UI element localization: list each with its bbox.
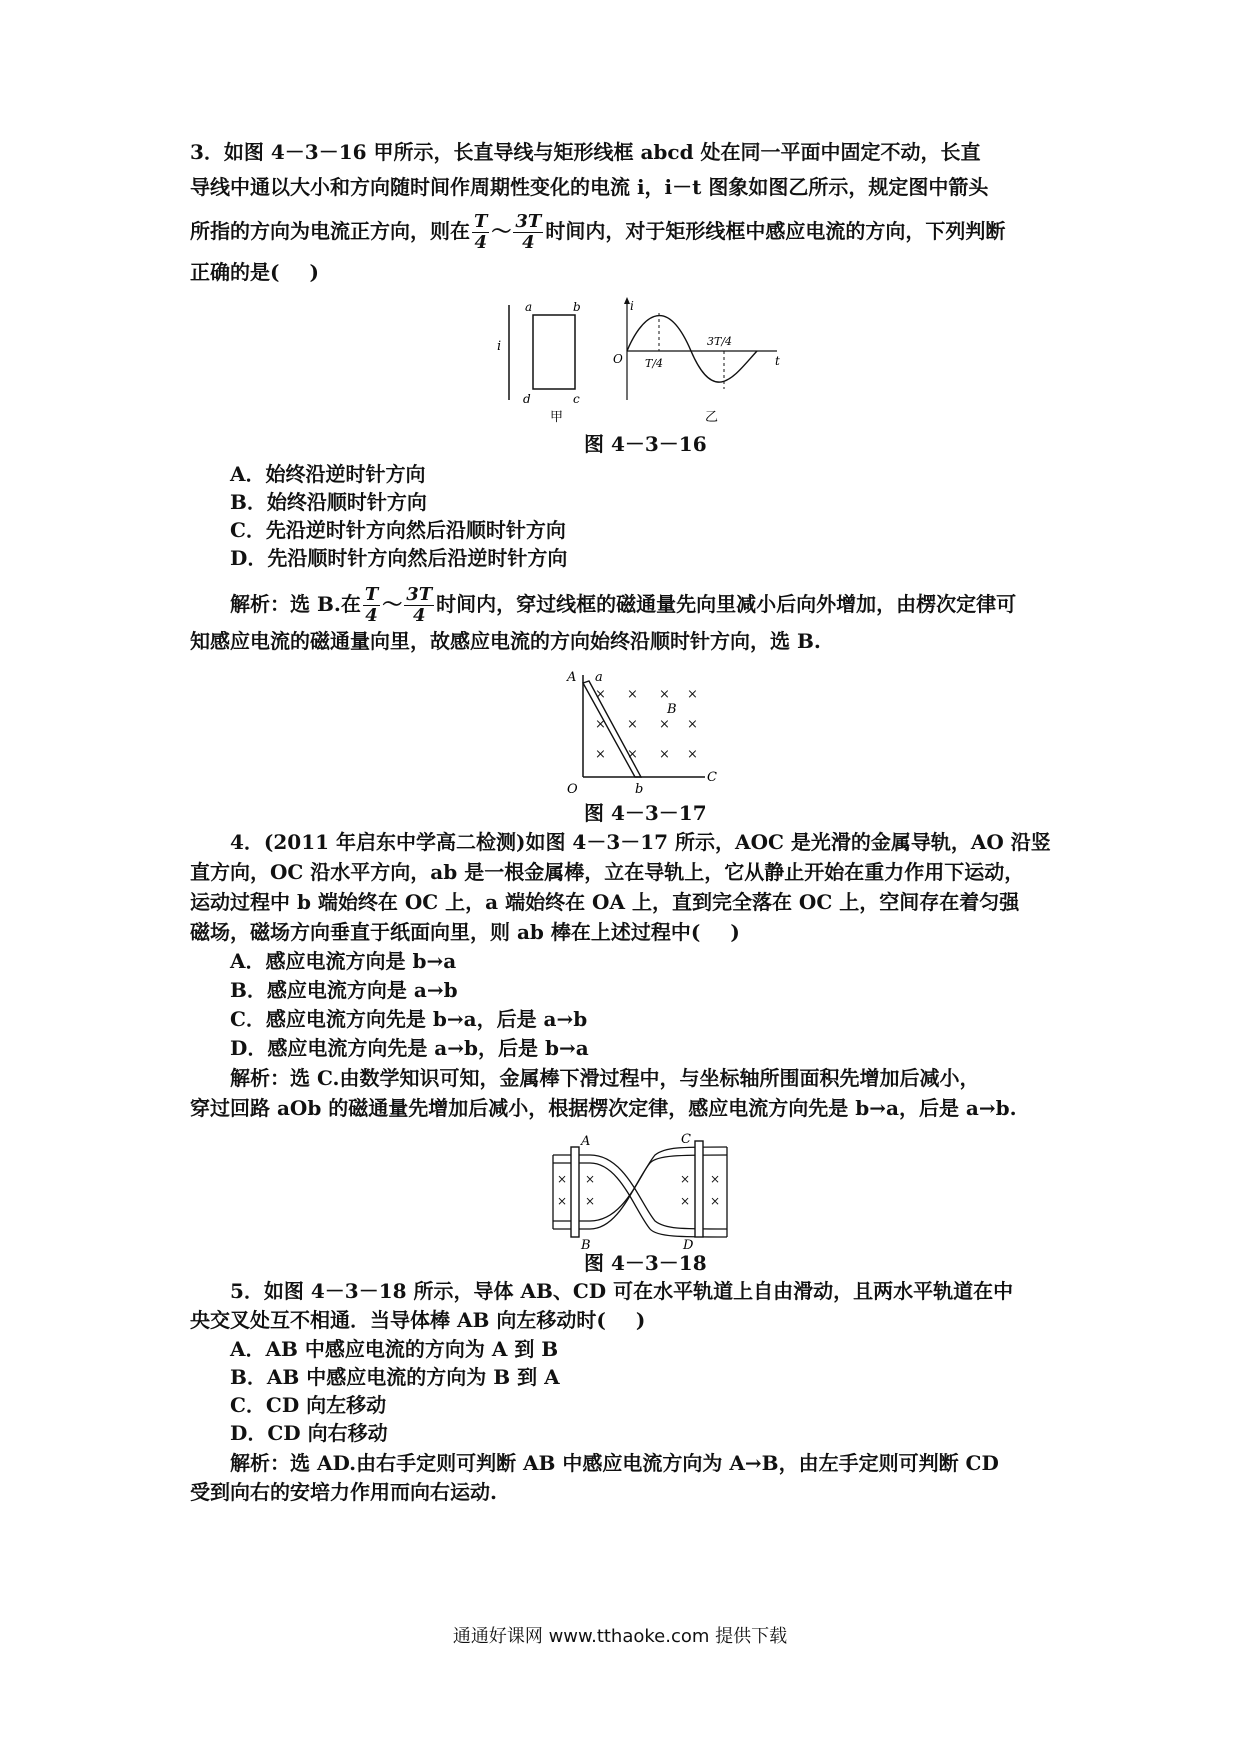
wire-current-label: i <box>497 339 502 354</box>
field-x: × <box>585 1194 596 1208</box>
frac-den: 4 <box>474 232 487 253</box>
q4-analysis-1: 解析：选 C.由数学知识可知，金属棒下滑过程中，与坐标轴所围面积先增加后减小， <box>230 1066 980 1090</box>
page-footer: 通通好课网 www.tthaoke.com 提供下载 <box>452 1626 788 1647</box>
q3-option-d: D．先沿顺时针方向然后沿逆时针方向 <box>230 546 568 570</box>
figure-4-3-18 <box>545 1132 735 1253</box>
q4-option-b: B．感应电流方向是 a→b <box>230 978 458 1002</box>
field-x: × <box>595 687 606 702</box>
field-x: × <box>687 687 698 702</box>
q4-line-2: 直方向，OC 沿水平方向，ab 是一根金属棒，立在导轨上，它从静止开始在重力作用下运动， <box>190 860 1025 884</box>
q5-line-2-pre: 央交叉处互不相通．当导体棒 AB 向左移动时( <box>190 1308 606 1332</box>
q4-option-d: D．感应电流方向先是 a→b，后是 b→a <box>230 1036 589 1060</box>
q3-line-3-pre: 所指的方向为电流正方向，则在 <box>190 219 470 243</box>
label-A: A <box>581 1134 591 1149</box>
field-x: × <box>659 747 670 762</box>
field-x: × <box>680 1194 691 1208</box>
figure-label-yi: 乙 <box>705 410 719 425</box>
rod-CD <box>695 1141 703 1237</box>
label-C: C <box>707 770 717 785</box>
field-x: × <box>627 687 638 702</box>
tilde: ～ <box>491 219 512 243</box>
q5-line-2-post: ) <box>635 1308 646 1332</box>
frac-den: 4 <box>365 605 378 626</box>
frac-num: T <box>364 584 379 605</box>
q3-line-4-pre: 正确的是( <box>190 260 280 284</box>
t4-label: T/4 <box>645 357 664 370</box>
q3-option-a: A．始终沿逆时针方向 <box>230 462 426 486</box>
q3-option-c: C．先沿逆时针方向然后沿顺时针方向 <box>230 518 566 542</box>
label-d: d <box>523 392 531 406</box>
label-A: A <box>567 670 577 685</box>
q3-analysis-2: 知感应电流的磁通量向里，故感应电流的方向始终沿顺时针方向，选 B. <box>190 629 821 653</box>
q3-line-1: 3．如图 4－3－16 甲所示，长直导线与矩形线框 abcd 处在同一平面中固定不动，长直 <box>190 140 981 164</box>
q5-option-c: C．CD 向左移动 <box>230 1393 387 1417</box>
field-x: × <box>659 687 670 702</box>
q3-analysis-1 <box>230 585 1016 626</box>
figure-4-3-16 <box>495 295 795 425</box>
field-x: × <box>687 717 698 732</box>
q3-option-b: B．始终沿顺时针方向 <box>230 490 427 514</box>
i-axis-label: i <box>630 299 634 313</box>
q4-analysis-2: 穿过回路 aOb 的磁通量先增加后减小，根据楞次定律，感应电流方向先是 b→a，后是 a→b. <box>190 1096 1017 1120</box>
q5-analysis-1: 解析：选 AD.由右手定则可判断 AB 中感应电流方向为 A→B，由左手定则可判断 CD <box>230 1451 999 1475</box>
q4-line-4-post: ) <box>730 920 740 944</box>
sine-curve <box>627 316 757 382</box>
label-B: B <box>667 702 677 717</box>
figure-4-3-17 <box>565 665 725 795</box>
fraction-3t-over-4 <box>404 585 434 626</box>
q4-line-4 <box>190 918 740 946</box>
label-D: D <box>683 1238 694 1253</box>
q5-option-a: A．AB 中感应电流的方向为 A 到 B <box>230 1337 559 1361</box>
q4-option-c: C．感应电流方向先是 b→a，后是 a→b <box>230 1007 588 1031</box>
q5-option-d: D．CD 向右移动 <box>230 1421 388 1445</box>
label-C: C <box>681 1132 691 1147</box>
label-b: b <box>635 782 644 797</box>
fraction-3t-over-4 <box>513 212 543 253</box>
figure-4-3-18-caption: 图 4－3－18 <box>584 1251 707 1275</box>
label-a: a <box>595 670 603 685</box>
frac-num: 3T <box>406 584 433 605</box>
figure-label-jia: 甲 <box>550 410 564 425</box>
frac-den: 4 <box>522 232 535 253</box>
fraction-t-over-4 <box>472 212 489 253</box>
figure-4-3-16-caption: 图 4－3－16 <box>584 432 707 456</box>
label-B: B <box>581 1238 591 1253</box>
frac-num: T <box>474 211 488 232</box>
q3-line-3-post: 时间内，对于矩形线框中感应电流的方向，下列判断 <box>545 219 1006 243</box>
q4-line-1: 4．(2011 年启东中学高二检测)如图 4－3－17 所示，AOC 是光滑的金属导轨，AO 沿竖 <box>230 830 1051 854</box>
field-x: × <box>687 747 698 762</box>
q3-line-4-post: ) <box>309 260 319 284</box>
field-x: × <box>680 1172 691 1186</box>
t-axis-label: t <box>775 354 780 368</box>
fraction-t-over-4 <box>363 585 380 626</box>
field-marks <box>595 687 698 762</box>
tilde: ～ <box>382 592 403 616</box>
origin-label: O <box>613 352 623 366</box>
field-x: × <box>659 717 670 732</box>
field-x: × <box>627 747 638 762</box>
label-O: O <box>567 782 578 797</box>
label-c: c <box>573 392 580 406</box>
figure-4-3-17-caption: 图 4－3－17 <box>584 801 707 825</box>
field-x: × <box>557 1172 568 1186</box>
frac-den: 4 <box>412 605 426 626</box>
q5-analysis-2: 受到向右的安培力作用而向右运动. <box>190 1480 497 1504</box>
q5-option-b: B．AB 中感应电流的方向为 B 到 A <box>230 1365 560 1389</box>
q4-line-4-pre: 磁场，磁场方向垂直于纸面向里，则 ab 棒在上述过程中( <box>190 920 701 944</box>
field-x: × <box>595 747 606 762</box>
label-a: a <box>525 300 533 314</box>
field-x: × <box>595 717 606 732</box>
q3-analysis-1-post: 时间内，穿过线框的磁通量先向里减小后向外增加，由楞次定律可 <box>436 592 1017 616</box>
q3-analysis-1-pre: 解析：选 B.在 <box>230 592 361 616</box>
q5-line-1: 5．如图 4－3－18 所示，导体 AB、CD 可在水平轨道上自由滑动，且两水平轨道在中 <box>230 1279 1014 1303</box>
field-x: × <box>627 717 638 732</box>
q3-line-4 <box>190 258 319 286</box>
field-x: × <box>710 1172 721 1186</box>
rectangle-frame <box>533 315 575 389</box>
field-x: × <box>585 1172 596 1186</box>
rod-AB <box>571 1147 579 1237</box>
label-b: b <box>573 300 581 314</box>
3t4-label: 3T/4 <box>707 335 733 348</box>
field-x: × <box>710 1194 721 1208</box>
q4-option-a: A．感应电流方向是 b→a <box>230 949 457 973</box>
q4-line-3: 运动过程中 b 端始终在 OC 上，a 端始终在 OA 上，直到完全落在 OC 上，空间存在着匀强 <box>190 890 1020 914</box>
frac-num: 3T <box>515 211 542 232</box>
q3-line-2: 导线中通以大小和方向随时间作周期性变化的电流 i，i－t 图象如图乙所示，规定图中箭头 <box>190 175 989 199</box>
q5-line-2 <box>190 1306 645 1334</box>
field-x: × <box>557 1194 568 1208</box>
q3-line-3 <box>190 212 1005 253</box>
